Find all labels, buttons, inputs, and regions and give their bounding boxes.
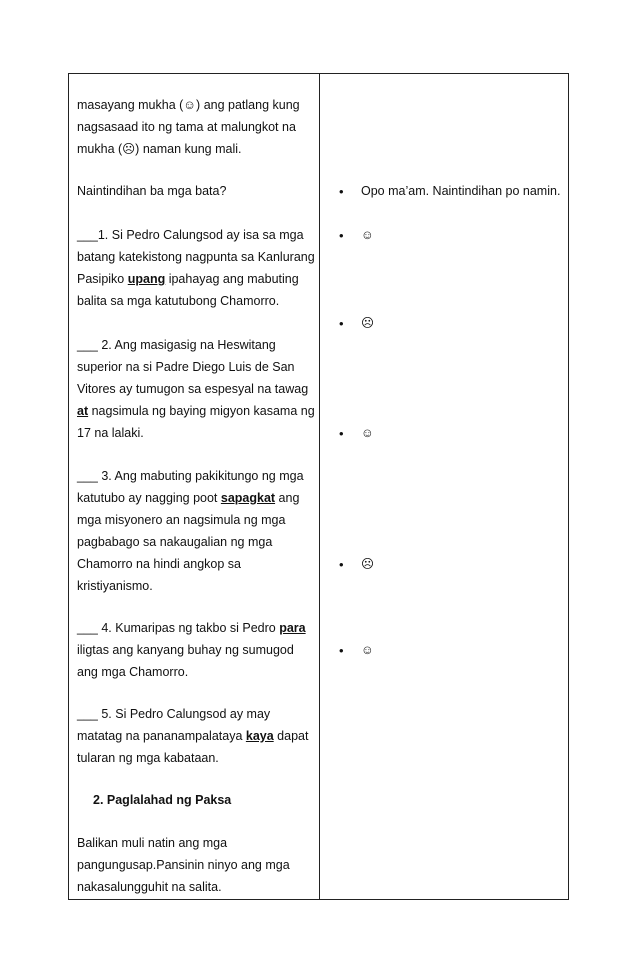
smiley-face-icon: ☺ bbox=[361, 228, 374, 242]
item-line: ___ 2. Ang masigasig na Heswitang bbox=[77, 338, 276, 352]
bullet-icon: • bbox=[339, 316, 344, 331]
answer-item bbox=[339, 228, 374, 243]
item-line: kristiyanismo. bbox=[77, 579, 153, 593]
item-line: iligtas ang kanyang buhay ng sumugod bbox=[77, 643, 294, 657]
item-line: 17 na lalaki. bbox=[77, 426, 144, 440]
item-line: at nagsimula ng baying migyon kasama ng bbox=[77, 404, 315, 418]
item-line: superior na si Padre Diego Luis de San bbox=[77, 360, 295, 374]
answer-item bbox=[339, 316, 374, 331]
answer-item bbox=[339, 184, 560, 199]
bullet-icon: • bbox=[339, 643, 344, 658]
smiley-face-icon: ☺ bbox=[361, 643, 374, 657]
lesson-table bbox=[68, 73, 569, 900]
answer-item bbox=[339, 557, 374, 572]
item-line: pagbabago sa nakaugalian ng mga bbox=[77, 535, 273, 549]
item-line: ___1. Si Pedro Calungsod ay isa sa mga bbox=[77, 228, 304, 242]
answer-text: Opo ma’am. Naintindihan po namin. bbox=[361, 184, 561, 198]
item-line: batang katekistong nagpunta sa Kanlurang bbox=[77, 250, 315, 264]
bullet-icon: • bbox=[339, 228, 344, 243]
item-line: ang mga Chamorro. bbox=[77, 665, 189, 679]
question-text: Naintindihan ba mga bata? bbox=[77, 184, 227, 198]
item-line: balita sa mga katutubong Chamorro. bbox=[77, 294, 280, 308]
column-divider bbox=[319, 74, 320, 899]
bullet-icon: • bbox=[339, 557, 344, 572]
sad-face-icon: ☹ bbox=[361, 557, 375, 571]
item-line: tularan ng mga kabataan. bbox=[77, 751, 219, 765]
closing-line: Balikan muli natin ang mga bbox=[77, 836, 228, 850]
intro-line: nagsasaad ito ng tama at malungkot na bbox=[77, 120, 296, 134]
item-line: ___ 3. Ang mabuting pakikitungo ng mga bbox=[77, 469, 304, 483]
item-line: katutubo ay nagging poot sapagkat ang bbox=[77, 491, 300, 505]
smiley-face-icon: ☺ bbox=[361, 426, 374, 440]
closing-line: nakasalungguhit na salita. bbox=[77, 880, 222, 894]
item-line: mga misyonero an nagsimula ng mga bbox=[77, 513, 286, 527]
closing-line: pangungusap.Pansinin ninyo ang mga bbox=[77, 858, 290, 872]
intro-line: mukha (☹) naman kung mali. bbox=[77, 142, 242, 156]
item-line: ___ 5. Si Pedro Calungsod ay may bbox=[77, 707, 271, 721]
bullet-icon: • bbox=[339, 184, 344, 199]
item-line: Pasipiko upang ipahayag ang mabuting bbox=[77, 272, 299, 286]
underlined-conjunction: upang bbox=[127, 272, 166, 286]
underlined-conjunction: sapagkat bbox=[220, 491, 276, 505]
answer-item bbox=[339, 643, 374, 658]
item-line: Vitores ay tumugon sa espesyal na tawag bbox=[77, 382, 309, 396]
underlined-conjunction: kaya bbox=[245, 729, 274, 743]
bullet-icon: • bbox=[339, 426, 344, 441]
underlined-conjunction: at bbox=[77, 404, 89, 418]
item-line: ___ 4. Kumaripas ng takbo si Pedro para bbox=[77, 621, 306, 635]
intro-line: masayang mukha (☺) ang patlang kung bbox=[77, 98, 300, 112]
item-line: matatag na pananampalataya kaya dapat bbox=[77, 729, 309, 743]
item-line: Chamorro na hindi angkop sa bbox=[77, 557, 241, 571]
answer-item bbox=[339, 426, 374, 441]
section-heading: 2. Paglalahad ng Paksa bbox=[93, 793, 232, 807]
sad-face-icon: ☹ bbox=[361, 316, 375, 330]
underlined-conjunction: para bbox=[279, 621, 306, 635]
